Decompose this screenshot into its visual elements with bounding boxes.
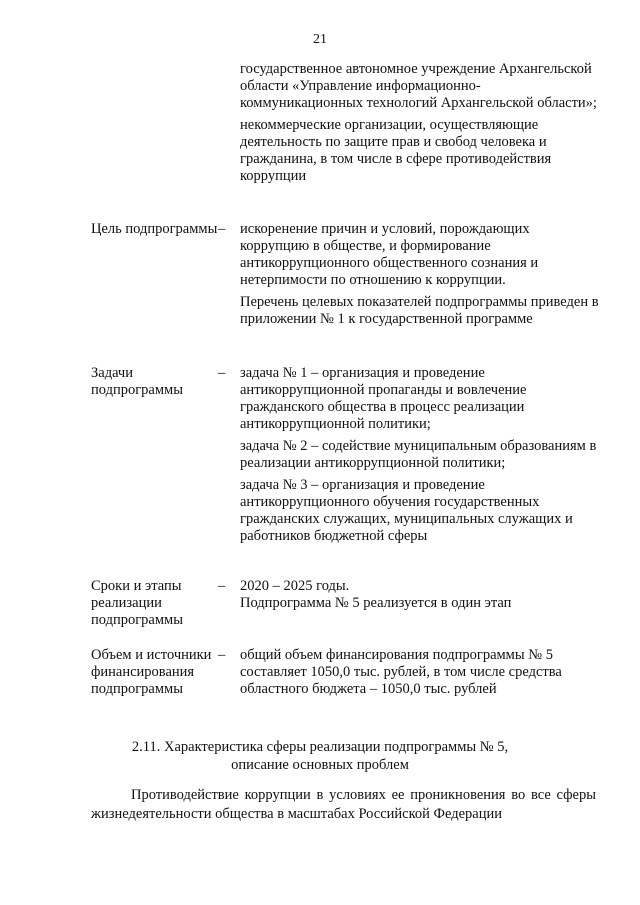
row-label: Цель подпрограммы: [91, 221, 218, 237]
row-dash: –: [218, 365, 226, 381]
continuation-paragraph: государственное автономное учреждение Архангельской области «Управление информационно-коммуникационных технологий Архангельской области»;: [240, 61, 597, 111]
row-label: Объем и источники финансирования подпрограммы: [91, 647, 212, 697]
body-paragraph: Противодействие коррупции в условиях ее проникновения во все сферы жизнедеятельности общества в масштабах Российской Федерации: [91, 787, 596, 822]
row-paragraph: искоренение причин и условий, порождающих коррупцию в обществе, и формирование антикоррупционного общественного сознания и нетерпимости по отношению к коррупции.: [240, 221, 539, 288]
row-paragraph: общий объем финансирования подпрограммы № 5 составляет 1050,0 тыс. рублей, в том числе средства областного бюджета – 1050,0 тыс. рублей: [240, 647, 562, 697]
row-label: Сроки и этапы реализации подпрограммы: [91, 578, 183, 628]
passport-continuation: [240, 61, 600, 190]
continuation-paragraph: некоммерческие организации, осуществляющие деятельность по защите прав и свобод человека и гражданина, в том числе в сфере противодействия коррупции: [240, 117, 552, 184]
section-heading-line: описание основных проблем: [231, 757, 409, 773]
row-paragraph: задача № 3 – организация и проведение антикоррупционного обучения государственных гражданских служащих, муниципальных служащих и работников бюджетной сферы: [240, 477, 573, 544]
row-paragraph: задача № 1 – организация и проведение антикоррупционной пропаганды и вовлечение гражданского общества в процесс реализации антикоррупционной политики;: [240, 365, 527, 432]
row-content: [240, 647, 600, 703]
row-content: [240, 578, 600, 617]
row-paragraph: 2020 – 2025 годы.: [240, 578, 350, 594]
page-number: 21: [313, 32, 327, 47]
row-dash: –: [218, 578, 226, 594]
row-dash: –: [218, 221, 226, 237]
row-content: [240, 221, 600, 333]
row-paragraph: Подпрограмма № 5 реализуется в один этап: [240, 595, 512, 611]
section-heading-line: 2.11. Характеристика сферы реализации подпрограммы № 5,: [131, 739, 509, 755]
row-content: [240, 365, 600, 550]
row-dash: –: [218, 647, 226, 663]
row-label: Задачи подпрограммы: [91, 365, 183, 398]
section-heading: [0, 738, 640, 774]
row-paragraph: Перечень целевых показателей подпрограммы приведен в приложении № 1 к государственной программе: [240, 294, 599, 327]
row-paragraph: задача № 2 – содействие муниципальным образованиям в реализации антикоррупционной политики;: [240, 438, 597, 471]
